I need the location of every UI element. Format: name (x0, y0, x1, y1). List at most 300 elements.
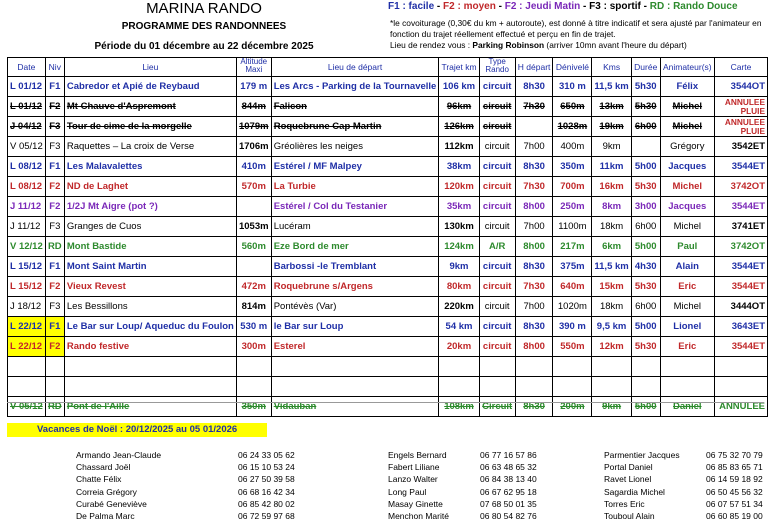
contact-name: De Palma Marc (76, 510, 135, 521)
cell-anim: Michel (660, 217, 714, 237)
cell-den: 390 m (553, 317, 592, 337)
cell-den: 640m (553, 277, 592, 297)
empty-cell (515, 357, 553, 377)
cell-type: circuit (479, 177, 515, 197)
contact-name: Torres Eric (604, 498, 645, 509)
cell-duree: 5h00 (631, 237, 660, 257)
contact-name: Fabert Liliane (388, 462, 440, 473)
cell-duree: 5h00 (631, 317, 660, 337)
legend-f3: F3 : sportif (589, 1, 641, 12)
legend-sep: - (495, 1, 505, 12)
col-header: Trajet km (439, 58, 479, 77)
cell-anim: Michel (660, 177, 714, 197)
cell-date: L 15/12 (8, 257, 46, 277)
carpool-note (390, 18, 768, 52)
table-header-row (8, 58, 768, 77)
cell-date: V 05/12 (8, 397, 46, 417)
cell-niv: RD (45, 397, 64, 417)
cell-duree: 3h00 (631, 197, 660, 217)
empty-row (8, 357, 768, 377)
cell-type: circuit (479, 97, 515, 117)
contact-phone: 06 85 42 80 02 (238, 498, 295, 509)
cell-carte: ANNULEE PLUIE (714, 117, 767, 137)
cell-den: 1100m (553, 217, 592, 237)
contact-phone: 06 72 59 97 68 (238, 510, 295, 521)
cell-alt: 350m (236, 397, 271, 417)
empty-cell (64, 377, 236, 397)
cell-date: L 01/12 (8, 97, 46, 117)
cell-date: V 05/12 (8, 137, 46, 157)
contact-phone: 06 50 45 56 32 (706, 486, 763, 497)
empty-cell (553, 357, 592, 377)
table-row (8, 217, 768, 237)
cell-depart: Gréolières les neiges (271, 137, 439, 157)
empty-cell (439, 357, 479, 377)
cell-lieu: Pont de l'Aille (64, 397, 236, 417)
cell-kms: 9km (592, 397, 631, 417)
cell-duree: 5h00 (631, 397, 660, 417)
cell-kms: 9,5 km (592, 317, 631, 337)
cell-h: 7h30 (515, 177, 553, 197)
cell-date: L 08/12 (8, 157, 46, 177)
cell-type: circuit (479, 317, 515, 337)
contact-phone: 06 27 50 39 58 (238, 474, 295, 485)
cell-h: 8h00 (515, 197, 553, 217)
cell-alt: 814m (236, 297, 271, 317)
cell-niv: F3 (45, 117, 64, 137)
col-header: Durée (631, 58, 660, 77)
cell-type: circuit (479, 197, 515, 217)
cell-kms: 16km (592, 177, 631, 197)
cell-h: 7h00 (515, 297, 553, 317)
cell-niv: F2 (45, 277, 64, 297)
contact-phone: 06 80 54 82 76 (480, 510, 537, 521)
table-row (8, 137, 768, 157)
cell-alt: 844m (236, 97, 271, 117)
cell-depart: Les Arcs - Parking de la Tournavelle (271, 77, 439, 97)
legend-f1: F1 : facile (388, 1, 435, 12)
empty-cell (8, 357, 46, 377)
cell-kms: 8km (592, 197, 631, 217)
table-row (8, 337, 768, 357)
cell-trajet: 124km (439, 237, 479, 257)
cell-h: 7h30 (515, 277, 553, 297)
cell-anim: Lionel (660, 317, 714, 337)
contact-name: Long Paul (388, 486, 427, 497)
cell-alt (236, 197, 271, 217)
cell-date: L 22/12 (8, 317, 46, 337)
cell-depart: Lucéram (271, 217, 439, 237)
cell-depart: Roquebrune Cap Martin (271, 117, 439, 137)
table-row (8, 237, 768, 257)
cell-anim: Jacques (660, 197, 714, 217)
cell-duree: 6h00 (631, 117, 660, 137)
contact-phone: 06 15 10 53 24 (238, 462, 295, 473)
cell-carte: 3544ET (714, 337, 767, 357)
cell-anim: Eric (660, 277, 714, 297)
contact-phone: 06 68 16 42 34 (238, 486, 295, 497)
divider (7, 402, 764, 403)
cell-niv: F1 (45, 317, 64, 337)
cell-depart: Esterel (271, 337, 439, 357)
cell-h: 7h00 (515, 217, 553, 237)
empty-cell (236, 377, 271, 397)
period-label: Période du 01 décembre au 22 décembre 2025 (94, 41, 314, 52)
cell-type: circuit (479, 297, 515, 317)
cell-lieu: Mont Bastide (64, 237, 236, 257)
cell-lieu: ND de Laghet (64, 177, 236, 197)
cell-anim: Michel (660, 117, 714, 137)
cell-type: circuit (479, 137, 515, 157)
cell-lieu: 1/2J Mt Aigre (pot ?) (64, 197, 236, 217)
cell-lieu: Rando festive (64, 337, 236, 357)
empty-cell (714, 357, 767, 377)
cell-trajet: 96km (439, 97, 479, 117)
cell-niv: F1 (45, 157, 64, 177)
hike-schedule-table (7, 57, 768, 417)
cell-type: circuit (479, 157, 515, 177)
legend-jeudi-matin: F2 : Jeudi Matin (504, 1, 581, 12)
cell-lieu: Tour de cime de la morgelle (64, 117, 236, 137)
empty-cell (592, 377, 631, 397)
table-row (8, 77, 768, 97)
col-header: Animateur(s) (660, 58, 714, 77)
cell-kms: 11,5 km (592, 77, 631, 97)
cell-type: circuit (479, 217, 515, 237)
contact-name: Engels Bernard (388, 450, 447, 460)
contact-name: Sagardia Michel (604, 486, 665, 497)
cell-kms: 18km (592, 297, 631, 317)
cell-niv: F2 (45, 197, 64, 217)
empty-cell (515, 377, 553, 397)
cell-depart: La Turbie (271, 177, 439, 197)
holiday-banner: Vacances de Noël : 20/12/2025 au 05 01/2026 (7, 423, 267, 437)
cell-lieu: Vieux Revest (64, 277, 236, 297)
cell-niv: F1 (45, 77, 64, 97)
table-row (8, 177, 768, 197)
cell-niv: F3 (45, 217, 64, 237)
table-row (8, 257, 768, 277)
cell-h: 8h30 (515, 317, 553, 337)
contact-phone: 06 24 33 05 62 (238, 450, 295, 460)
cell-date: J 11/12 (8, 197, 46, 217)
cell-lieu: Granges de Cuos (64, 217, 236, 237)
carpool-note-text: *le covoiturage (0,30€ du km + autoroute), est donné à titre indicatif et sera ajusté par l'animateur en fonction du trajet réellement effectué et perçu en fin de trajet. (390, 18, 762, 40)
cell-h: 8h30 (515, 397, 553, 417)
col-header: Kms (592, 58, 631, 77)
cell-carte: 3544ET (714, 157, 767, 177)
cell-lieu: Cabredor et Apié de Reybaud (64, 77, 236, 97)
contact-phone: 06 75 32 70 79 (706, 450, 763, 460)
cell-depart: Falicon (271, 97, 439, 117)
empty-row (8, 377, 768, 397)
cell-den: 700m (553, 177, 592, 197)
cell-trajet: 112km (439, 137, 479, 157)
cell-kms: 19km (592, 117, 631, 137)
cell-niv: F3 (45, 297, 64, 317)
legend-f2: F2 : moyen (443, 1, 496, 12)
cell-depart: Eze Bord de mer (271, 237, 439, 257)
cell-den: 200m (553, 397, 592, 417)
cell-niv: F2 (45, 97, 64, 117)
cell-den: 1028m (553, 117, 592, 137)
cell-alt: 1079m (236, 117, 271, 137)
cell-trajet: 35km (439, 197, 479, 217)
contact-row (76, 499, 768, 511)
cell-niv: F1 (45, 257, 64, 277)
contact-name: Lanzo Walter (388, 474, 438, 485)
empty-cell (479, 377, 515, 397)
cell-carte: 3643ET (714, 317, 767, 337)
contact-row (76, 474, 768, 486)
cell-depart: Barbossi -le Tremblant (271, 257, 439, 277)
table-row (8, 397, 768, 417)
cell-date: J 11/12 (8, 217, 46, 237)
cell-duree: 6h00 (631, 217, 660, 237)
contact-name: Portal Daniel (604, 462, 653, 473)
cell-den: 1020m (553, 297, 592, 317)
contact-name: Parmentier Jacques (604, 450, 680, 460)
cell-den: 400m (553, 137, 592, 157)
cell-trajet: 9km (439, 257, 479, 277)
contact-phone: 07 68 50 01 35 (480, 498, 537, 509)
contact-name: Masay Ginette (388, 498, 443, 509)
cell-duree: 5h30 (631, 277, 660, 297)
cell-carte: 3544ET (714, 257, 767, 277)
cell-lieu: Les Malavalettes (64, 157, 236, 177)
cell-type: circuit (479, 277, 515, 297)
cell-date: L 01/12 (8, 77, 46, 97)
cell-trajet: 130km (439, 217, 479, 237)
col-header: Dénivelé (553, 58, 592, 77)
cell-kms: 11,5 km (592, 257, 631, 277)
cell-carte: ANNULEE (714, 397, 767, 417)
cell-den: 375m (553, 257, 592, 277)
contact-name: Chatte Félix (76, 474, 122, 485)
table-row (8, 117, 768, 137)
cell-kms: 13km (592, 97, 631, 117)
cell-kms: 11km (592, 157, 631, 177)
empty-cell (714, 377, 767, 397)
table-row (8, 297, 768, 317)
contact-phone: 06 77 16 57 86 (480, 450, 537, 460)
empty-cell (479, 357, 515, 377)
cell-date: V 12/12 (8, 237, 46, 257)
cell-date: L 08/12 (8, 177, 46, 197)
col-header: Lieu de départ (271, 58, 439, 77)
table-row (8, 277, 768, 297)
contact-phone: 06 63 48 65 32 (480, 462, 537, 473)
cell-anim: Daniel (660, 397, 714, 417)
header (0, 0, 768, 56)
cell-alt: 300m (236, 337, 271, 357)
cell-duree: 5h30 (631, 177, 660, 197)
cell-trajet: 20km (439, 337, 479, 357)
empty-cell (271, 377, 439, 397)
cell-alt: 1053m (236, 217, 271, 237)
cell-depart: Vidauban (271, 397, 439, 417)
contact-name: Armando Jean-Claude (76, 450, 162, 460)
contact-phone: 06 14 59 18 92 (706, 474, 763, 485)
cell-trajet: 80km (439, 277, 479, 297)
cell-depart: Estérel / Col du Testanier (271, 197, 439, 217)
contact-row (76, 462, 768, 474)
meeting-suffix: (arriver 10mn avant l'heure du départ) (544, 40, 687, 51)
cell-type: circuit (479, 257, 515, 277)
cell-anim: Paul (660, 237, 714, 257)
contact-name: Ravet Lionel (604, 474, 652, 485)
cell-alt: 410m (236, 157, 271, 177)
cell-den: 310 m (553, 77, 592, 97)
cell-carte: 3544ET (714, 197, 767, 217)
empty-cell (45, 357, 64, 377)
contact-row (76, 511, 768, 523)
cell-h: 7h30 (515, 97, 553, 117)
cell-date: J 18/12 (8, 297, 46, 317)
cell-kms: 12km (592, 337, 631, 357)
cell-alt: 530 m (236, 317, 271, 337)
contact-row (76, 450, 768, 462)
cell-niv: F3 (45, 137, 64, 157)
cell-niv: RD (45, 237, 64, 257)
cell-trajet: 120km (439, 177, 479, 197)
contact-name: Menchon Marité (388, 510, 449, 521)
cell-h: 8h30 (515, 77, 553, 97)
cell-anim: Michel (660, 97, 714, 117)
cell-depart: le Bar sur Loup (271, 317, 439, 337)
cell-h: 8h00 (515, 337, 553, 357)
cell-lieu: Les Bessillons (64, 297, 236, 317)
cell-anim: Jacques (660, 157, 714, 177)
empty-cell (8, 377, 46, 397)
cell-den: 550m (553, 337, 592, 357)
cell-den: 217m (553, 237, 592, 257)
cell-carte: ANNULEE PLUIE (714, 97, 767, 117)
cell-trajet: 126km (439, 117, 479, 137)
cell-alt: 560m (236, 237, 271, 257)
cell-h (515, 117, 553, 137)
col-header: Carte (714, 58, 767, 77)
contact-name: Chassard Joël (76, 462, 131, 473)
contact-name: Correia Grégory (76, 486, 137, 497)
cell-carte: 3742OT (714, 237, 767, 257)
cell-duree: 5h30 (631, 337, 660, 357)
meeting-point (390, 40, 768, 51)
cell-h: 8h30 (515, 257, 553, 277)
cell-lieu: Le Bar sur Loup/ Aqueduc du Foulon (64, 317, 236, 337)
empty-cell (592, 357, 631, 377)
col-header: Altitude Maxi (236, 58, 271, 77)
cell-duree: 4h30 (631, 257, 660, 277)
contact-phone: 06 85 83 65 71 (706, 462, 763, 473)
cell-niv: F2 (45, 177, 64, 197)
cell-carte: 3544ET (714, 277, 767, 297)
cell-anim: Félix (660, 77, 714, 97)
cell-depart: Estérel / MF Malpey (271, 157, 439, 177)
col-header: Niv (45, 58, 64, 77)
cell-alt: 570m (236, 177, 271, 197)
cell-carte: 3742OT (714, 177, 767, 197)
cell-trajet: 106 km (439, 77, 479, 97)
col-header: H départ (515, 58, 553, 77)
page-subtitle: PROGRAMME DES RANDONNEES (121, 21, 287, 32)
cell-trajet: 54 km (439, 317, 479, 337)
meeting-prefix: Lieu de rendez vous : (390, 40, 473, 51)
cell-duree: 5h30 (631, 77, 660, 97)
empty-cell (553, 377, 592, 397)
cell-den: 650m (553, 97, 592, 117)
contact-phone: 06 84 38 13 40 (480, 474, 537, 485)
legend-rd: RD : Rando Douce (649, 1, 738, 12)
legend-sep: - (640, 1, 650, 12)
empty-cell (64, 357, 236, 377)
contact-name: Curabé Geneviève (76, 498, 147, 509)
meeting-place: Parking Robinson (472, 40, 545, 51)
page-title: MARINA RANDO (146, 0, 262, 17)
cell-anim: Alain (660, 257, 714, 277)
contact-row (76, 487, 768, 499)
cell-kms: 9km (592, 137, 631, 157)
cell-date: L 15/12 (8, 277, 46, 297)
empty-cell (236, 357, 271, 377)
cell-lieu: Mt Chauve d'Aspremont (64, 97, 236, 117)
cell-kms: 15km (592, 277, 631, 297)
cell-lieu: Raquettes – La croix de Verse (64, 137, 236, 157)
cell-kms: 6km (592, 237, 631, 257)
cell-carte: 3544OT (714, 77, 767, 97)
cell-carte: 3741ET (714, 217, 767, 237)
cell-type: circuit (479, 117, 515, 137)
cell-trajet: 108km (439, 397, 479, 417)
cell-h: 8h00 (515, 237, 553, 257)
contact-phone: 06 07 57 51 34 (706, 498, 763, 509)
table-row (8, 157, 768, 177)
cell-alt: 472m (236, 277, 271, 297)
contacts-list (76, 450, 768, 523)
contact-name: Touboul Alain (604, 510, 655, 521)
cell-den: 350m (553, 157, 592, 177)
cell-duree: 5h30 (631, 97, 660, 117)
col-header: Date (8, 58, 46, 77)
cell-date: J 04/12 (8, 117, 46, 137)
cell-type: circuit (479, 337, 515, 357)
cell-alt (236, 257, 271, 277)
empty-cell (631, 377, 660, 397)
cell-den: 250m (553, 197, 592, 217)
table-row (8, 97, 768, 117)
cell-carte: 3444OT (714, 297, 767, 317)
cell-anim: Grégory (660, 137, 714, 157)
empty-cell (45, 377, 64, 397)
cell-date: L 22/12 (8, 337, 46, 357)
cell-h: 7h00 (515, 137, 553, 157)
cell-depart: Pontévès (Var) (271, 297, 439, 317)
cell-kms: 18km (592, 217, 631, 237)
cell-alt: 179 m (236, 77, 271, 97)
cell-lieu: Mont Saint Martin (64, 257, 236, 277)
legend-sep: - (434, 1, 444, 12)
cell-trajet: 38km (439, 157, 479, 177)
cell-type: circuit (479, 77, 515, 97)
empty-cell (660, 357, 714, 377)
contact-phone: 06 60 85 19 00 (706, 510, 763, 521)
cell-anim: Eric (660, 337, 714, 357)
cell-alt: 1706m (236, 137, 271, 157)
cell-type: A/R (479, 237, 515, 257)
empty-cell (660, 377, 714, 397)
cell-anim: Michel (660, 297, 714, 317)
cell-niv: F2 (45, 337, 64, 357)
